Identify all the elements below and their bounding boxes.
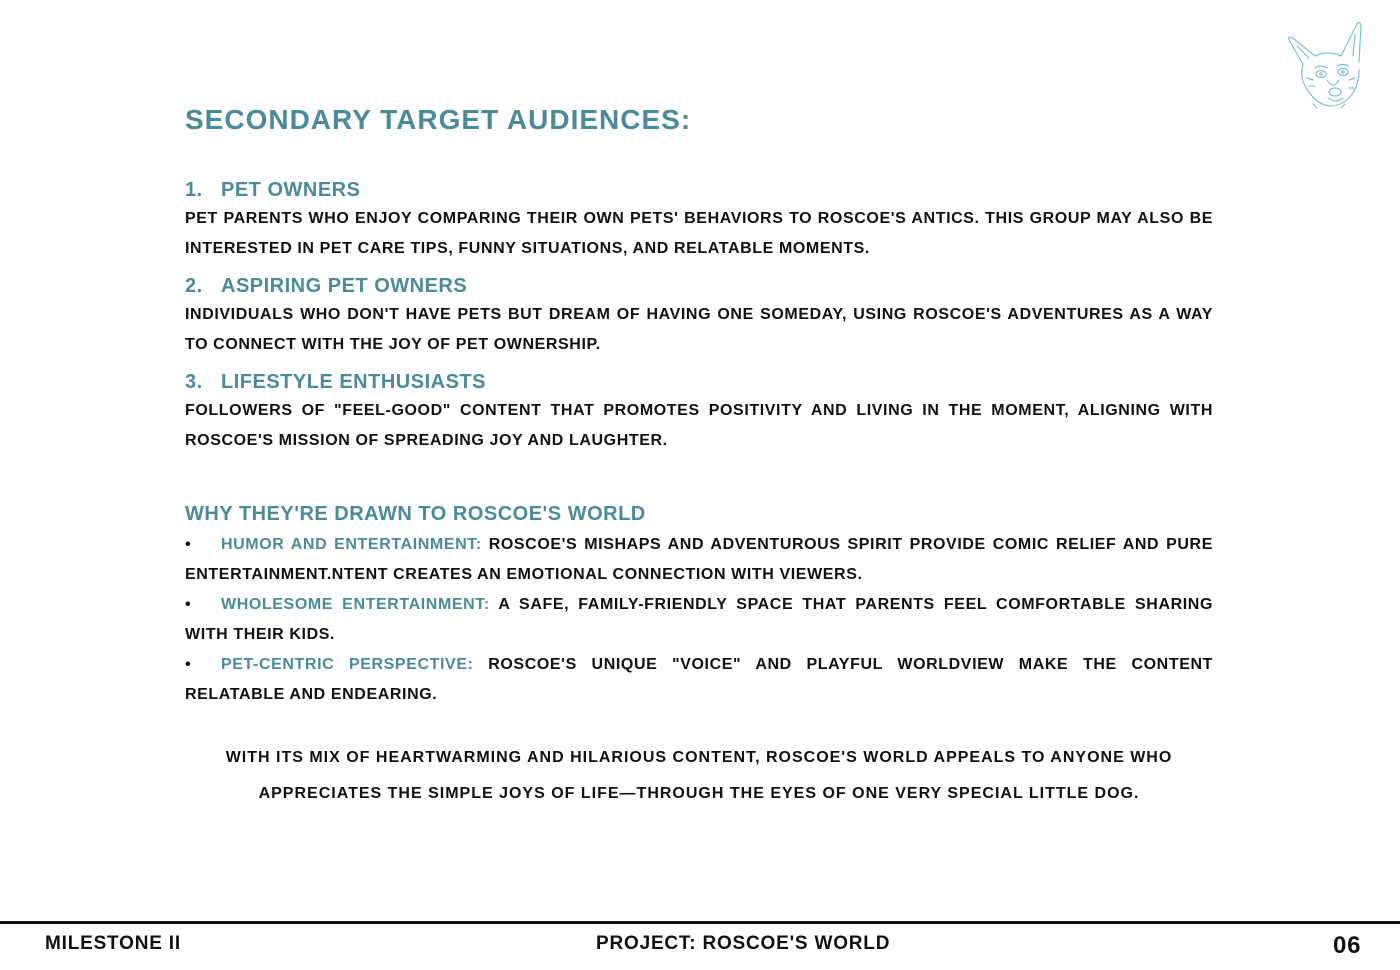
bullet-marker: • — [185, 656, 192, 673]
why-heading: WHY THEY'RE DRAWN TO ROSCOE'S WORLD — [185, 503, 646, 525]
why-bullet — [185, 590, 1213, 650]
audience-heading-text: LIFESTYLE ENTHUSIASTS — [221, 371, 486, 393]
bullet-label: HUMOR AND ENTERTAINMENT: — [221, 536, 482, 553]
audience-description: PET PARENTS WHO ENJOY COMPARING THEIR OWN PETS' BEHAVIORS TO ROSCOE'S ANTICS. THIS GROUP MAY ALSO BE INTERESTED IN PET CARE TIPS, FUNNY SITUATIONS, AND RELATABLE MOMENTS. — [185, 210, 1213, 257]
bullet-text: ROSCOE'S UNIQUE "VOICE" AND PLAYFUL WORLDVIEW MAKE THE CONTENT RELATABLE AND ENDEARING. — [185, 656, 1213, 703]
footer-project-title: PROJECT: ROSCOE'S WORLD — [596, 933, 891, 954]
why-section — [185, 502, 1213, 710]
bullet-marker: • — [185, 596, 192, 613]
audience-item — [185, 178, 1213, 264]
audience-item — [185, 370, 1213, 456]
why-bullet — [185, 530, 1213, 590]
audience-heading — [185, 274, 1213, 298]
audience-number: 1. — [185, 179, 203, 201]
audience-description: INDIVIDUALS WHO DON'T HAVE PETS BUT DREAM OF HAVING ONE SOMEDAY, USING ROSCOE'S ADVENTURES AS A WAY TO CONNECT WITH THE JOY OF PET OWNERSHIP. — [185, 306, 1213, 353]
audience-number: 2. — [185, 275, 203, 297]
bullet-text: ROSCOE'S MISHAPS AND ADVENTUROUS SPIRIT PROVIDE COMIC RELIEF AND PURE ENTERTAINMENT.NTENT CREATES AN EMOTIONAL CONNECTION WITH VIEWERS. — [185, 536, 1213, 583]
why-bullet — [185, 650, 1213, 710]
dog-head-icon — [1283, 18, 1365, 110]
page-number: 06 — [1333, 932, 1362, 959]
page-title: SECONDARY TARGET AUDIENCES: — [185, 104, 692, 135]
closing-statement: WITH ITS MIX OF HEARTWARMING AND HILARIOUS CONTENT, ROSCOE'S WORLD APPEALS TO ANYONE WHO APPRECIATES THE SIMPLE JOYS OF LIFE—THROUGH THE EYES OF ONE VERY SPECIAL LITTLE DOG. — [225, 749, 1173, 802]
audience-heading-text: PET OWNERS — [221, 179, 361, 201]
bullet-label: WHOLESOME ENTERTAINMENT: — [221, 596, 490, 613]
audience-heading-text: ASPIRING PET OWNERS — [221, 275, 468, 297]
bullet-label: PET-CENTRIC PERSPECTIVE: — [221, 656, 474, 673]
footer-divider — [0, 921, 1400, 924]
bullet-text: A SAFE, FAMILY-FRIENDLY SPACE THAT PARENTS FEEL COMFORTABLE SHARING WITH THEIR KIDS. — [185, 596, 1213, 643]
audience-number: 3. — [185, 371, 203, 393]
audience-description: FOLLOWERS OF "FEEL-GOOD" CONTENT THAT PROMOTES POSITIVITY AND LIVING IN THE MOMENT, ALIGNING WITH ROSCOE'S MISSION OF SPREADING JOY AND LAUGHTER. — [185, 402, 1213, 449]
audience-item — [185, 274, 1213, 360]
bullet-marker: • — [185, 536, 192, 553]
footer-milestone: MILESTONE II — [45, 933, 181, 954]
audience-heading — [185, 178, 1213, 202]
audience-heading — [185, 370, 1213, 394]
